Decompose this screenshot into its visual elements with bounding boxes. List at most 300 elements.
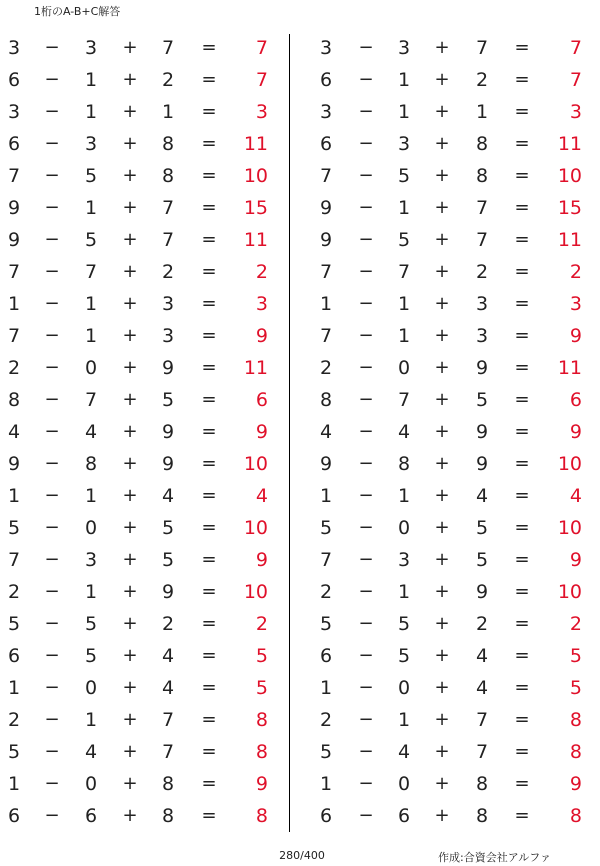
problem-row-right: [0, 576, 600, 608]
minus-sign: −: [44, 485, 60, 506]
operand-a: 2: [319, 357, 333, 379]
minus-sign: −: [358, 325, 374, 346]
equals-sign: =: [514, 613, 530, 634]
equals-sign: =: [201, 197, 217, 218]
operand-b: 4: [397, 421, 411, 443]
minus-sign: −: [358, 261, 374, 282]
problem-row-right: [0, 256, 600, 288]
plus-sign: +: [122, 581, 138, 602]
minus-sign: −: [44, 69, 60, 90]
problem-row-right: [0, 672, 600, 704]
problem-row-right: [0, 640, 600, 672]
operand-c: 5: [161, 389, 175, 411]
operand-b: 8: [84, 453, 98, 475]
operand-b: 5: [397, 165, 411, 187]
problem-row-right: [0, 192, 600, 224]
operand-c: 7: [475, 709, 489, 731]
plus-sign: +: [434, 101, 450, 122]
answer-value: 11: [557, 357, 582, 379]
operand-b: 1: [84, 293, 98, 315]
minus-sign: −: [44, 133, 60, 154]
plus-sign: +: [434, 197, 450, 218]
equals-sign: =: [514, 293, 530, 314]
equals-sign: =: [201, 453, 217, 474]
minus-sign: −: [358, 421, 374, 442]
problem-row-right: [0, 544, 600, 576]
operand-c: 7: [161, 197, 175, 219]
equals-sign: =: [514, 741, 530, 762]
plus-sign: +: [434, 325, 450, 346]
minus-sign: −: [358, 677, 374, 698]
operand-c: 4: [161, 485, 175, 507]
minus-sign: −: [358, 581, 374, 602]
operand-c: 8: [161, 805, 175, 827]
operand-c: 5: [161, 517, 175, 539]
minus-sign: −: [358, 197, 374, 218]
operand-c: 8: [475, 133, 489, 155]
operand-b: 1: [84, 485, 98, 507]
operand-c: 8: [475, 773, 489, 795]
problem-row-right: [0, 320, 600, 352]
plus-sign: +: [122, 709, 138, 730]
plus-sign: +: [434, 485, 450, 506]
problem-row-right: [0, 160, 600, 192]
answer-value: 10: [557, 453, 582, 475]
minus-sign: −: [358, 165, 374, 186]
operand-b: 7: [397, 261, 411, 283]
problem-row-right: [0, 704, 600, 736]
operand-b: 1: [84, 581, 98, 603]
plus-sign: +: [122, 197, 138, 218]
equals-sign: =: [514, 549, 530, 570]
operand-a: 9: [7, 197, 21, 219]
problem-row-right: [0, 288, 600, 320]
answer-value: 7: [569, 69, 582, 91]
operand-b: 1: [397, 709, 411, 731]
operand-b: 0: [397, 677, 411, 699]
plus-sign: +: [122, 293, 138, 314]
minus-sign: −: [358, 229, 374, 250]
operand-a: 5: [7, 613, 21, 635]
answer-grid: [0, 32, 600, 832]
equals-sign: =: [514, 261, 530, 282]
operand-c: 2: [475, 69, 489, 91]
operand-b: 1: [84, 325, 98, 347]
plus-sign: +: [122, 613, 138, 634]
operand-c: 2: [161, 261, 175, 283]
page-title: 1桁のA-B+C解答: [34, 5, 121, 18]
answer-value: 6: [569, 389, 582, 411]
operand-b: 0: [397, 357, 411, 379]
answer-value: 7: [255, 69, 268, 91]
operand-c: 9: [475, 421, 489, 443]
plus-sign: +: [434, 741, 450, 762]
operand-b: 1: [397, 197, 411, 219]
answer-value: 9: [569, 549, 582, 571]
equals-sign: =: [514, 773, 530, 794]
operand-a: 9: [7, 453, 21, 475]
operand-c: 9: [161, 581, 175, 603]
answer-value: 8: [569, 709, 582, 731]
plus-sign: +: [122, 773, 138, 794]
equals-sign: =: [201, 261, 217, 282]
operand-b: 4: [84, 421, 98, 443]
minus-sign: −: [358, 133, 374, 154]
operand-a: 5: [7, 741, 21, 763]
plus-sign: +: [434, 581, 450, 602]
minus-sign: −: [358, 805, 374, 826]
plus-sign: +: [434, 69, 450, 90]
minus-sign: −: [44, 197, 60, 218]
minus-sign: −: [44, 37, 60, 58]
equals-sign: =: [514, 101, 530, 122]
author-credit: 作成:合資会社アルファ: [438, 851, 552, 864]
operand-b: 0: [397, 773, 411, 795]
plus-sign: +: [122, 453, 138, 474]
operand-c: 7: [161, 37, 175, 59]
equals-sign: =: [201, 645, 217, 666]
plus-sign: +: [122, 485, 138, 506]
minus-sign: −: [358, 69, 374, 90]
minus-sign: −: [358, 645, 374, 666]
operand-b: 3: [84, 549, 98, 571]
answer-value: 3: [255, 293, 268, 315]
operand-b: 1: [84, 197, 98, 219]
operand-b: 0: [84, 677, 98, 699]
operand-a: 3: [319, 101, 333, 123]
operand-a: 6: [7, 805, 21, 827]
equals-sign: =: [514, 133, 530, 154]
operand-b: 5: [84, 165, 98, 187]
plus-sign: +: [434, 229, 450, 250]
plus-sign: +: [122, 677, 138, 698]
problem-row-right: [0, 608, 600, 640]
problem-row-right: [0, 416, 600, 448]
problem-row-right: [0, 736, 600, 768]
operand-b: 4: [397, 741, 411, 763]
operand-c: 8: [161, 773, 175, 795]
operand-c: 8: [161, 165, 175, 187]
equals-sign: =: [201, 69, 217, 90]
operand-c: 8: [475, 165, 489, 187]
answer-value: 5: [255, 645, 268, 667]
plus-sign: +: [434, 549, 450, 570]
minus-sign: −: [358, 517, 374, 538]
operand-a: 7: [7, 261, 21, 283]
equals-sign: =: [514, 805, 530, 826]
plus-sign: +: [122, 325, 138, 346]
operand-a: 6: [319, 805, 333, 827]
equals-sign: =: [514, 485, 530, 506]
answer-value: 10: [557, 165, 582, 187]
equals-sign: =: [514, 581, 530, 602]
equals-sign: =: [201, 421, 217, 442]
operand-c: 9: [475, 357, 489, 379]
minus-sign: −: [358, 709, 374, 730]
equals-sign: =: [201, 325, 217, 346]
answer-value: 9: [255, 325, 268, 347]
equals-sign: =: [201, 613, 217, 634]
problem-row-right: [0, 800, 600, 832]
operand-a: 2: [319, 709, 333, 731]
answer-value: 4: [255, 485, 268, 507]
page-number: 280/400: [279, 849, 325, 862]
operand-c: 5: [161, 549, 175, 571]
operand-b: 5: [397, 229, 411, 251]
operand-b: 1: [397, 69, 411, 91]
equals-sign: =: [514, 389, 530, 410]
equals-sign: =: [514, 325, 530, 346]
operand-a: 9: [7, 229, 21, 251]
operand-b: 5: [397, 613, 411, 635]
operand-b: 5: [84, 645, 98, 667]
minus-sign: −: [358, 453, 374, 474]
operand-a: 7: [319, 325, 333, 347]
operand-b: 3: [84, 37, 98, 59]
operand-c: 7: [475, 37, 489, 59]
answer-value: 11: [243, 133, 268, 155]
operand-c: 4: [161, 645, 175, 667]
plus-sign: +: [122, 165, 138, 186]
plus-sign: +: [434, 805, 450, 826]
operand-a: 2: [7, 581, 21, 603]
operand-b: 3: [84, 133, 98, 155]
minus-sign: −: [44, 549, 60, 570]
operand-a: 1: [7, 293, 21, 315]
plus-sign: +: [434, 421, 450, 442]
problem-row-right: [0, 448, 600, 480]
equals-sign: =: [201, 805, 217, 826]
problem-row-right: [0, 384, 600, 416]
answer-value: 10: [243, 581, 268, 603]
operand-a: 2: [7, 709, 21, 731]
plus-sign: +: [434, 645, 450, 666]
equals-sign: =: [201, 357, 217, 378]
minus-sign: −: [44, 453, 60, 474]
answer-value: 5: [569, 645, 582, 667]
minus-sign: −: [44, 101, 60, 122]
plus-sign: +: [122, 549, 138, 570]
operand-c: 4: [475, 645, 489, 667]
answer-value: 5: [255, 677, 268, 699]
answer-value: 7: [255, 37, 268, 59]
minus-sign: −: [44, 581, 60, 602]
minus-sign: −: [44, 229, 60, 250]
operand-c: 2: [475, 613, 489, 635]
answer-value: 3: [569, 101, 582, 123]
minus-sign: −: [358, 293, 374, 314]
plus-sign: +: [434, 357, 450, 378]
problem-row-right: [0, 64, 600, 96]
operand-b: 3: [397, 37, 411, 59]
answer-value: 6: [255, 389, 268, 411]
minus-sign: −: [44, 709, 60, 730]
answer-value: 9: [569, 773, 582, 795]
minus-sign: −: [358, 101, 374, 122]
operand-c: 8: [161, 133, 175, 155]
operand-b: 1: [84, 101, 98, 123]
operand-a: 5: [319, 613, 333, 635]
minus-sign: −: [358, 389, 374, 410]
equals-sign: =: [514, 229, 530, 250]
answer-value: 2: [569, 613, 582, 635]
equals-sign: =: [201, 165, 217, 186]
minus-sign: −: [44, 517, 60, 538]
answer-value: 3: [569, 293, 582, 315]
equals-sign: =: [514, 165, 530, 186]
operand-c: 3: [161, 325, 175, 347]
plus-sign: +: [122, 37, 138, 58]
operand-c: 5: [475, 389, 489, 411]
answer-value: 11: [557, 229, 582, 251]
operand-c: 3: [475, 293, 489, 315]
plus-sign: +: [434, 709, 450, 730]
equals-sign: =: [201, 741, 217, 762]
answer-value: 4: [569, 485, 582, 507]
minus-sign: −: [358, 37, 374, 58]
minus-sign: −: [44, 645, 60, 666]
minus-sign: −: [44, 357, 60, 378]
operand-c: 2: [161, 69, 175, 91]
equals-sign: =: [201, 101, 217, 122]
minus-sign: −: [358, 773, 374, 794]
operand-c: 7: [161, 229, 175, 251]
operand-a: 6: [7, 69, 21, 91]
operand-a: 6: [7, 645, 21, 667]
plus-sign: +: [122, 101, 138, 122]
answer-value: 5: [569, 677, 582, 699]
answer-value: 8: [255, 805, 268, 827]
problem-row-right: [0, 352, 600, 384]
answer-value: 2: [569, 261, 582, 283]
operand-c: 9: [161, 453, 175, 475]
plus-sign: +: [434, 293, 450, 314]
answer-value: 9: [569, 325, 582, 347]
plus-sign: +: [434, 453, 450, 474]
answer-value: 15: [557, 197, 582, 219]
operand-a: 1: [7, 773, 21, 795]
equals-sign: =: [201, 133, 217, 154]
minus-sign: −: [358, 549, 374, 570]
operand-c: 5: [475, 517, 489, 539]
operand-b: 6: [397, 805, 411, 827]
operand-a: 6: [319, 645, 333, 667]
operand-a: 8: [7, 389, 21, 411]
operand-b: 1: [397, 293, 411, 315]
problem-row-right: [0, 480, 600, 512]
equals-sign: =: [514, 677, 530, 698]
operand-a: 9: [319, 197, 333, 219]
operand-c: 2: [161, 613, 175, 635]
plus-sign: +: [434, 613, 450, 634]
minus-sign: −: [44, 261, 60, 282]
minus-sign: −: [44, 805, 60, 826]
minus-sign: −: [44, 613, 60, 634]
plus-sign: +: [434, 517, 450, 538]
operand-a: 7: [7, 325, 21, 347]
equals-sign: =: [201, 389, 217, 410]
operand-b: 4: [84, 741, 98, 763]
operand-a: 1: [7, 677, 21, 699]
operand-c: 7: [475, 229, 489, 251]
operand-b: 1: [397, 485, 411, 507]
problem-row-right: [0, 224, 600, 256]
answer-value: 2: [255, 261, 268, 283]
answer-value: 10: [243, 165, 268, 187]
operand-a: 7: [7, 549, 21, 571]
operand-a: 3: [7, 37, 21, 59]
operand-c: 8: [475, 805, 489, 827]
operand-a: 2: [7, 357, 21, 379]
operand-b: 1: [397, 581, 411, 603]
operand-c: 4: [475, 677, 489, 699]
operand-c: 3: [161, 293, 175, 315]
minus-sign: −: [358, 741, 374, 762]
operand-c: 9: [161, 421, 175, 443]
plus-sign: +: [434, 37, 450, 58]
equals-sign: =: [201, 485, 217, 506]
operand-a: 5: [319, 741, 333, 763]
operand-b: 5: [84, 613, 98, 635]
operand-a: 9: [319, 453, 333, 475]
equals-sign: =: [514, 453, 530, 474]
operand-c: 9: [161, 357, 175, 379]
equals-sign: =: [514, 37, 530, 58]
plus-sign: +: [122, 741, 138, 762]
problem-row-right: [0, 128, 600, 160]
operand-a: 3: [319, 37, 333, 59]
minus-sign: −: [358, 485, 374, 506]
minus-sign: −: [44, 165, 60, 186]
plus-sign: +: [122, 517, 138, 538]
operand-a: 4: [7, 421, 21, 443]
operand-a: 8: [319, 389, 333, 411]
minus-sign: −: [44, 677, 60, 698]
operand-b: 0: [84, 517, 98, 539]
answer-value: 11: [557, 133, 582, 155]
plus-sign: +: [434, 133, 450, 154]
equals-sign: =: [201, 773, 217, 794]
operand-a: 7: [319, 549, 333, 571]
problem-row-right: [0, 32, 600, 64]
operand-a: 6: [7, 133, 21, 155]
minus-sign: −: [44, 325, 60, 346]
answer-value: 8: [255, 709, 268, 731]
minus-sign: −: [358, 357, 374, 378]
operand-a: 5: [319, 517, 333, 539]
problem-row-right: [0, 512, 600, 544]
operand-b: 1: [84, 709, 98, 731]
plus-sign: +: [434, 773, 450, 794]
plus-sign: +: [122, 229, 138, 250]
equals-sign: =: [201, 581, 217, 602]
equals-sign: =: [201, 549, 217, 570]
operand-c: 1: [161, 101, 175, 123]
operand-c: 9: [475, 453, 489, 475]
operand-c: 9: [475, 581, 489, 603]
operand-c: 1: [475, 101, 489, 123]
plus-sign: +: [434, 389, 450, 410]
answer-value: 10: [557, 517, 582, 539]
operand-a: 4: [319, 421, 333, 443]
operand-c: 4: [475, 485, 489, 507]
operand-a: 1: [319, 293, 333, 315]
answer-value: 15: [243, 197, 268, 219]
equals-sign: =: [201, 37, 217, 58]
minus-sign: −: [44, 421, 60, 442]
operand-c: 4: [161, 677, 175, 699]
equals-sign: =: [514, 69, 530, 90]
